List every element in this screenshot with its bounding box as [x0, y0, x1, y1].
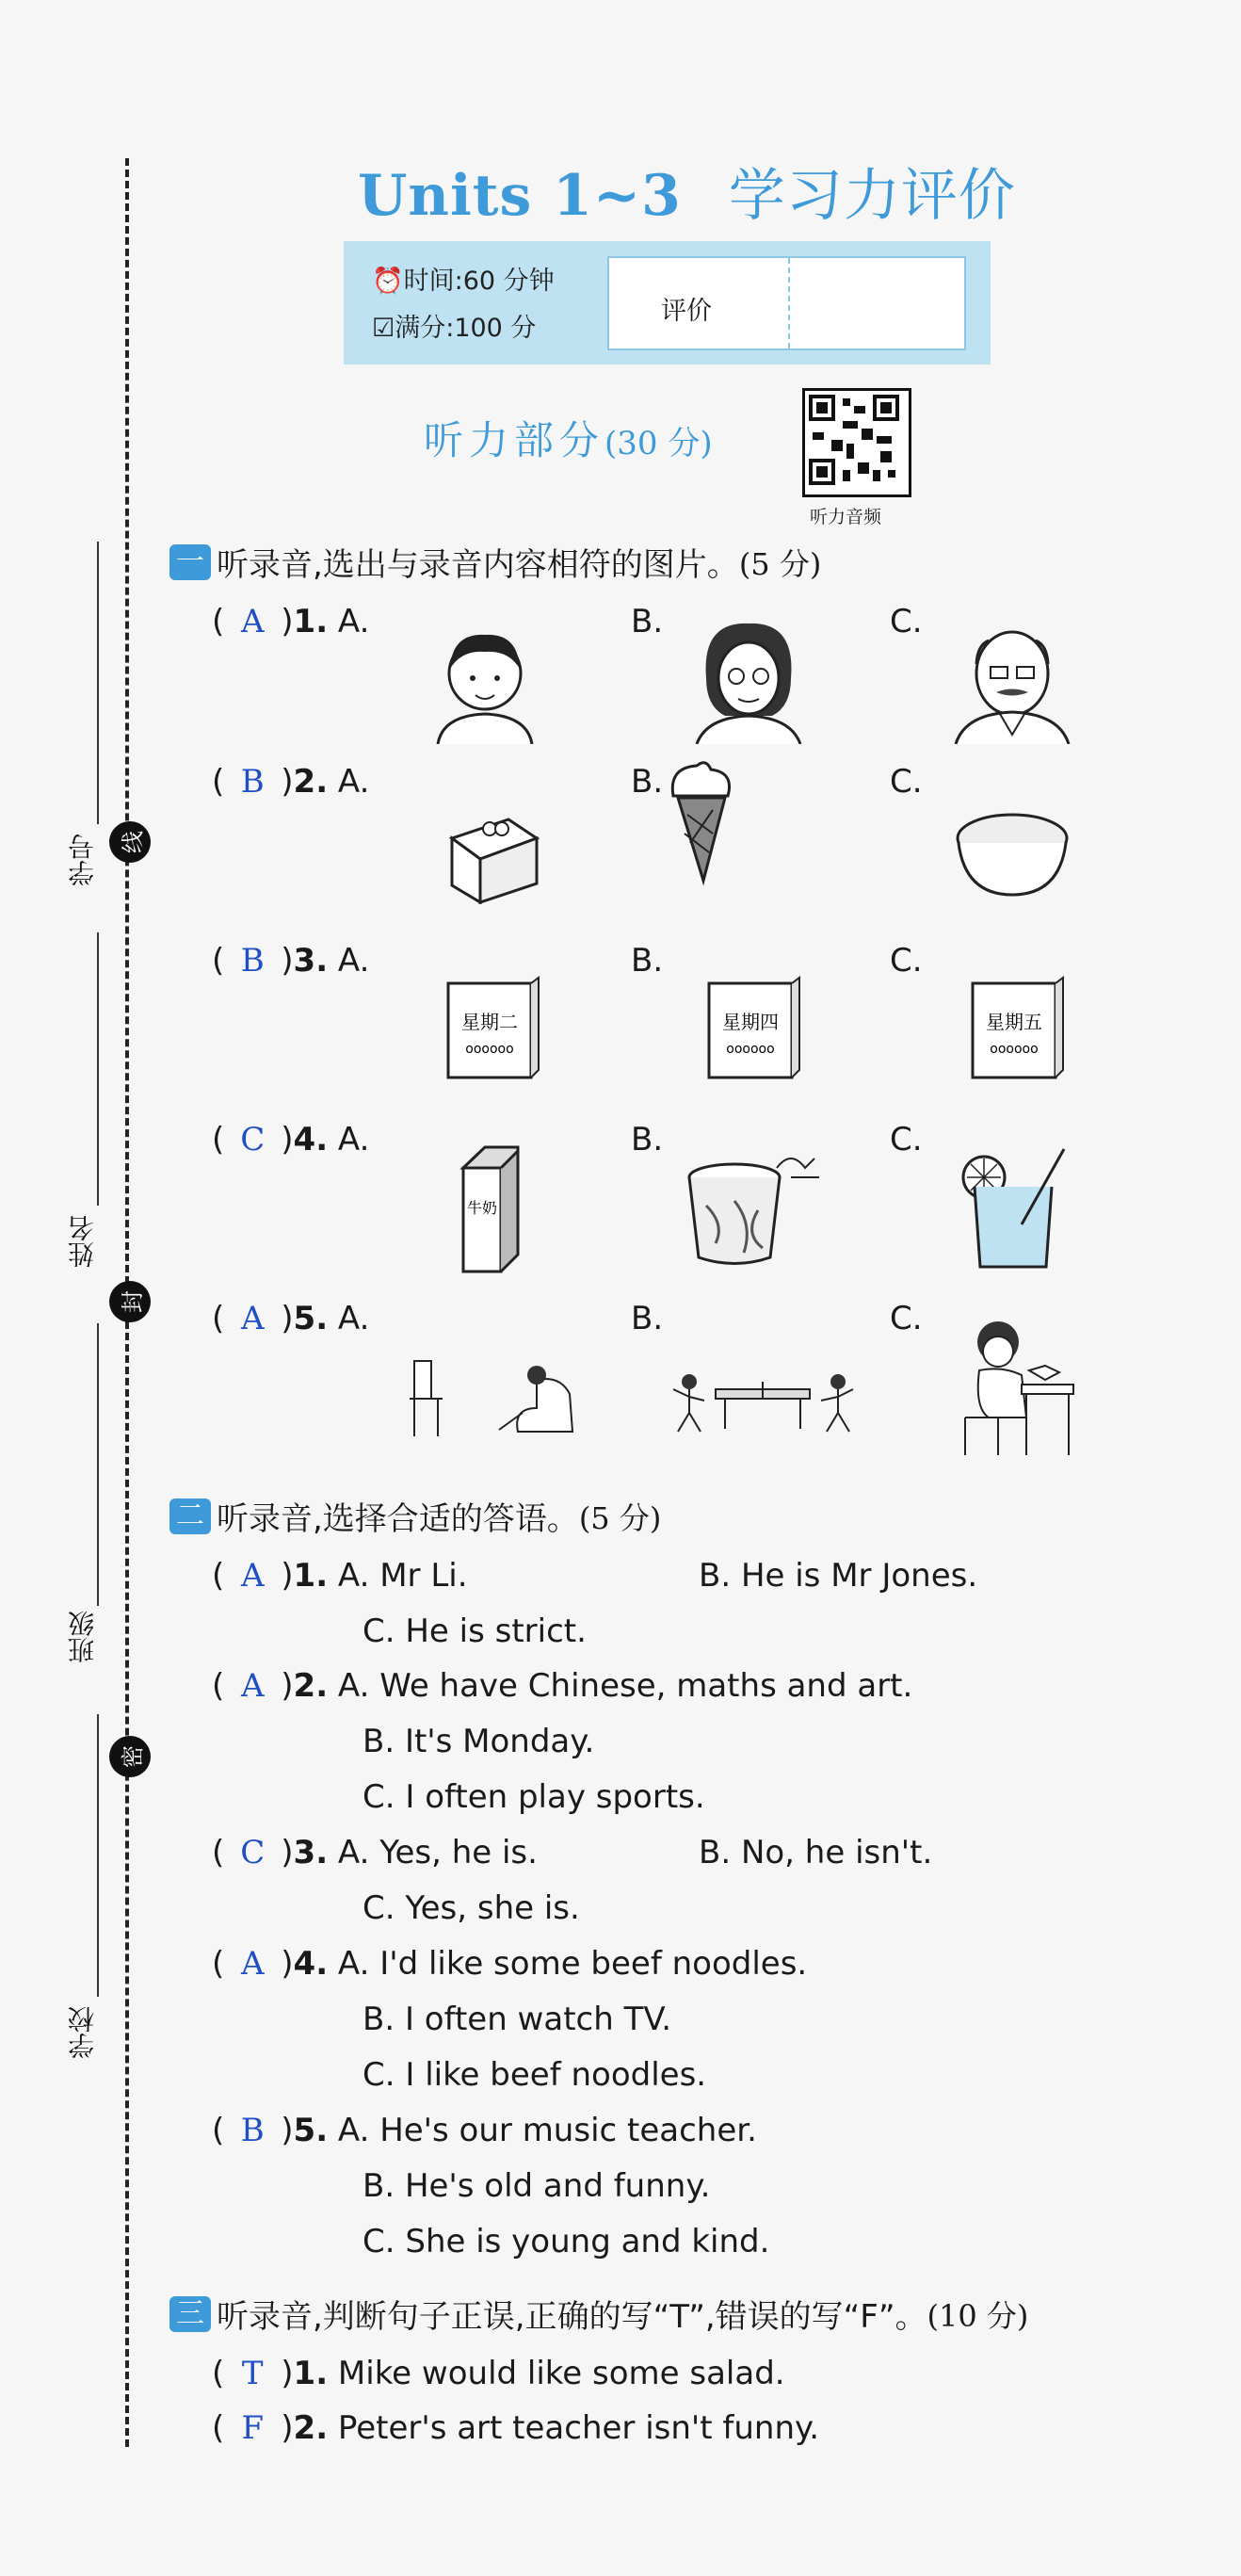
ping-pong-picture [669, 1361, 857, 1436]
evaluation-divider [788, 258, 790, 348]
p3-q2: ( F )2. Peter's art teacher isn't funny. [212, 2409, 820, 2447]
calendar-label-3: 星期五 [986, 1011, 1042, 1033]
p1-q3-option-b[interactable]: B. [631, 942, 664, 980]
p2-q4-answer[interactable]: A [240, 1945, 265, 1983]
part2-heading [169, 1493, 661, 1539]
p2-q2-option-c[interactable]: C. I often play sports. [363, 1778, 705, 1816]
p1-q3-answer[interactable]: B [240, 942, 265, 980]
p2-q1-option-c[interactable]: C. He is strict. [363, 1612, 587, 1650]
p1-q3: ( B )3. A. [212, 942, 370, 980]
p2-q1-answer[interactable]: A [240, 1557, 265, 1595]
p1-q4-answer[interactable]: C [240, 1121, 266, 1158]
p2-q4-option-b[interactable]: B. I often watch TV. [363, 2001, 672, 2038]
p1-q3-option-c[interactable]: C. [890, 942, 923, 980]
part1-points: (5 分) [738, 545, 822, 582]
rice-bowl-picture [951, 805, 1073, 899]
evaluation-label: 评价 [661, 297, 712, 326]
p2-q3-answer[interactable]: C [240, 1834, 266, 1871]
tea-picture [678, 1149, 829, 1272]
part1-heading [169, 539, 821, 585]
p1-q4: ( C )4. A. [212, 1121, 370, 1158]
side-underline-3 [97, 1323, 99, 1606]
p1-q5-option-c[interactable]: C. [890, 1300, 923, 1337]
qr-caption: 听力音频 [810, 507, 882, 527]
p3-q2-answer[interactable]: F [241, 2409, 265, 2447]
part3-points: (10 分) [927, 2297, 1029, 2334]
qr-code-icon[interactable] [802, 388, 911, 497]
info-box [344, 241, 991, 365]
part3-heading [169, 2291, 1028, 2337]
p2-q5-option-a[interactable]: A. He's our music teacher. [337, 2112, 757, 2149]
p2-q5-answer[interactable]: B [240, 2112, 265, 2149]
part2-title: 听录音,选择合适的答语。 [217, 1500, 579, 1538]
evaluation-box [607, 256, 966, 350]
p1-q4-option-b[interactable]: B. [631, 1121, 664, 1158]
svg-text:oooooo: oooooo [726, 1042, 775, 1057]
part2-number: 二 [169, 1499, 211, 1534]
watching-tv-picture [405, 1356, 584, 1441]
side-label-student-id: 学号 [67, 834, 98, 886]
p2-q5-option-c[interactable]: C. She is young and kind. [363, 2223, 770, 2260]
p2-q4: ( A )4. A. I'd like some beef noodles. [212, 1945, 808, 1983]
p2-q3-option-b[interactable]: B. No, he isn't. [699, 1834, 933, 1871]
reading-girl-picture [956, 1314, 1078, 1460]
milk-label: 牛奶 [466, 1199, 498, 1217]
svg-text:oooooo: oooooo [990, 1042, 1039, 1057]
part1-title: 听录音,选出与录音内容相符的图片。 [217, 546, 739, 584]
grandfather-picture [942, 612, 1083, 744]
title-cn: 学习力评价 [728, 163, 1016, 229]
title-units: Units 1~3 [358, 163, 682, 229]
p2-q4-option-c[interactable]: C. I like beef noodles. [363, 2056, 707, 2094]
check-icon: ☑ [372, 314, 395, 343]
p2-q2-option-b[interactable]: B. It's Monday. [363, 1723, 595, 1760]
p1-q2-answer[interactable]: B [240, 763, 265, 801]
p2-q3: ( C )3. A. Yes, he is. [212, 1834, 538, 1871]
cake-picture [443, 801, 546, 904]
score-text: ☑满分:100 分 [372, 314, 537, 343]
p1-q1-answer[interactable]: A [240, 603, 265, 640]
side-underline-4 [97, 1714, 99, 1997]
calendar-label-2: 星期四 [722, 1011, 779, 1033]
p2-q1: ( A )1. A. Mr Li. [212, 1557, 468, 1595]
calendar-friday-picture [965, 970, 1069, 1083]
part2-points: (5 分) [578, 1499, 662, 1536]
time-text: ⏰时间:60 分钟 [372, 267, 555, 296]
side-underline-1 [97, 542, 99, 824]
svg-text:oooooo: oooooo [465, 1042, 514, 1057]
page-title [358, 151, 1016, 232]
boy-picture [424, 622, 546, 744]
p2-q3-option-a[interactable]: A. Yes, he is. [337, 1834, 538, 1871]
part3-title: 听录音,判断句子正误,正确的写“T”,错误的写“F”。 [217, 2298, 927, 2336]
p3-q1: ( T )1. Mike would like some salad. [212, 2355, 785, 2392]
p1-q2: ( B )2. A. [212, 763, 370, 801]
p1-q1-option-c[interactable]: C. [890, 603, 923, 640]
p2-q2-option-a[interactable]: A. We have Chinese, maths and art. [337, 1667, 913, 1705]
p2-q1-option-a[interactable]: A. Mr Li. [337, 1557, 468, 1595]
p2-q3-option-c[interactable]: C. Yes, she is. [363, 1889, 580, 1927]
p2-q2: ( A )2. A. We have Chinese, maths and art. [212, 1667, 913, 1705]
p3-q2-text: Peter's art teacher isn't funny. [337, 2409, 820, 2447]
p2-q4-option-a[interactable]: A. I'd like some beef noodles. [337, 1945, 808, 1983]
p1-q2-option-b[interactable]: B. [631, 763, 664, 801]
p1-q5-option-b[interactable]: B. [631, 1300, 664, 1337]
grandmother-picture [678, 612, 819, 744]
p1-q5: ( A )5. A. [212, 1300, 370, 1337]
side-label-school: 学校 [67, 2006, 98, 2059]
calendar-thursday-picture [701, 970, 805, 1083]
side-mark-feng: 封 [109, 1281, 151, 1322]
p1-q5-answer[interactable]: A [240, 1300, 265, 1337]
p1-q2-option-c[interactable]: C. [890, 763, 923, 801]
listening-section-title: 听力部分(30 分) [424, 417, 713, 463]
side-mark-xian: 线 [109, 821, 151, 863]
side-underline-2 [97, 932, 99, 1206]
p2-q5: ( B )5. A. He's our music teacher. [212, 2112, 757, 2149]
ice-cream-picture [664, 758, 739, 890]
p2-q1-option-b[interactable]: B. He is Mr Jones. [699, 1557, 978, 1595]
p3-q1-answer[interactable]: T [241, 2355, 264, 2392]
clock-icon: ⏰ [372, 267, 404, 296]
part3-number: 三 [169, 2296, 211, 2332]
milk-carton-picture [452, 1140, 527, 1276]
calendar-label-1: 星期二 [461, 1011, 518, 1033]
p2-q5-option-b[interactable]: B. He's old and funny. [363, 2167, 711, 2205]
side-label-class: 班级 [67, 1611, 98, 1663]
part1-number: 一 [169, 544, 211, 580]
p3-q1-text: Mike would like some salad. [337, 2355, 785, 2392]
p1-q4-option-c[interactable]: C. [890, 1121, 923, 1158]
side-mark-mi: 密 [109, 1736, 151, 1777]
side-label-name: 姓名 [67, 1215, 98, 1268]
orange-juice-picture [956, 1135, 1069, 1276]
p1-q1-option-b[interactable]: B. [631, 603, 664, 640]
p1-q1: ( A )1. A. [212, 603, 370, 640]
calendar-tuesday-picture [441, 970, 544, 1083]
p2-q2-answer[interactable]: A [240, 1667, 265, 1705]
